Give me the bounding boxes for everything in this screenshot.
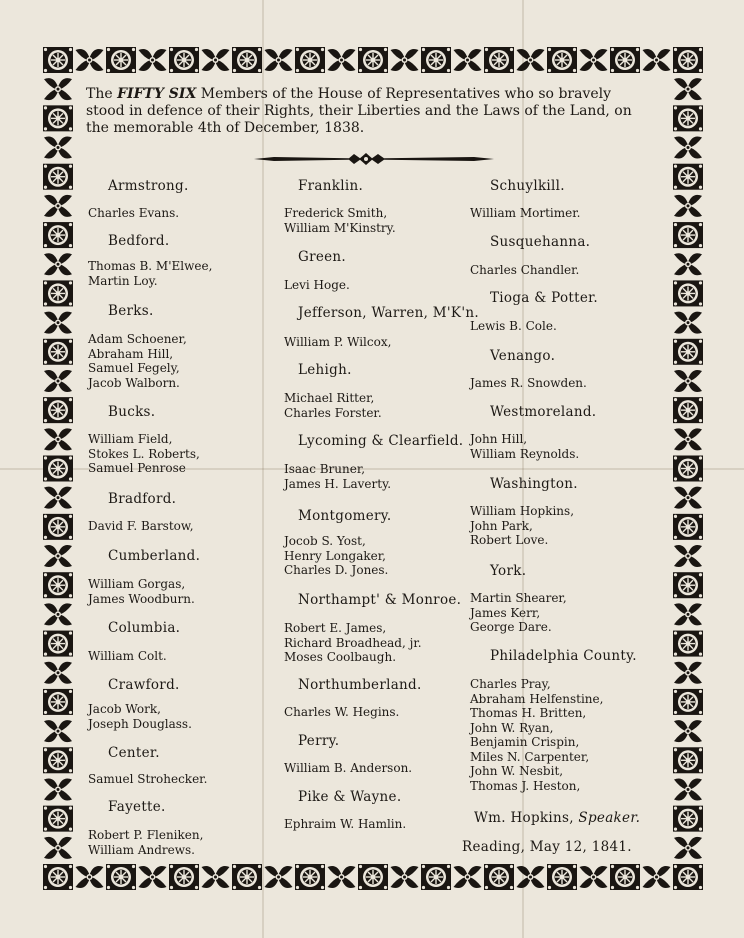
county-heading: Northampt' & Monroe. xyxy=(298,592,462,608)
member-name: William Reynolds. xyxy=(470,446,580,461)
border-rosette-ornament xyxy=(43,572,73,598)
border-rosette-ornament xyxy=(673,105,703,131)
border-rosette-ornament xyxy=(673,572,703,598)
border-leaf-ornament xyxy=(391,866,419,888)
border-rosette-ornament xyxy=(673,747,703,773)
border-rosette-ornament xyxy=(43,339,73,365)
speaker-name: Wm. Hopkins, xyxy=(474,810,574,826)
member-name: Martin Shearer, xyxy=(470,591,567,605)
member-name: Jocob S. Yost, xyxy=(284,534,366,548)
member-name: George Dare. xyxy=(470,620,552,634)
county-heading: Montgomery. xyxy=(298,508,392,524)
border-leaf-ornament xyxy=(517,866,545,888)
member-name: James Woodburn. xyxy=(88,591,195,606)
border-rosette-ornament xyxy=(610,47,640,73)
member-name: Charles Pray, xyxy=(470,677,551,691)
member-name: Stokes L. Roberts, xyxy=(88,446,200,461)
border-leaf-ornament xyxy=(674,78,702,100)
county-heading: Perry. xyxy=(298,733,340,749)
border-rosette-ornament xyxy=(43,397,73,423)
border-rosette-ornament xyxy=(673,689,703,715)
border-leaf-ornament xyxy=(44,720,72,742)
member-name: Thomas B. M'Elwee, xyxy=(88,259,213,273)
border-rosette-ornament xyxy=(232,864,262,890)
member-name: Jacob Work, xyxy=(88,702,161,716)
border-rosette-ornament xyxy=(673,164,703,190)
county-heading: Lehigh. xyxy=(298,362,352,378)
border-leaf-ornament xyxy=(328,866,356,888)
county-heading: Berks. xyxy=(108,303,154,319)
member-name: Martin Loy. xyxy=(88,273,158,288)
member-name: William B. Anderson. xyxy=(284,761,413,775)
border-leaf-ornament xyxy=(265,49,293,71)
border-leaf-ornament xyxy=(265,866,293,888)
county-heading: Lycoming & Clearfield. xyxy=(298,433,464,449)
member-name: William P. Wilcox, xyxy=(284,335,392,349)
border-leaf-ornament xyxy=(44,545,72,567)
member-name: Jacob Walborn. xyxy=(88,375,180,390)
border-leaf-ornament xyxy=(674,428,702,450)
member-name: Charles W. Hegins. xyxy=(284,705,400,719)
border-rosette-ornament xyxy=(421,864,451,890)
border-leaf-ornament xyxy=(674,603,702,625)
border-rosette-ornament xyxy=(43,689,73,715)
county-heading: Northumberland. xyxy=(298,677,422,693)
border-leaf-ornament xyxy=(674,312,702,334)
border-leaf-ornament xyxy=(643,49,671,71)
border-rosette-ornament xyxy=(106,47,136,73)
member-name: Lewis B. Cole. xyxy=(470,319,557,333)
county-heading: York. xyxy=(490,563,527,579)
member-name: Thomas J. Heston, xyxy=(470,778,581,793)
member-name: Isaac Bruner, xyxy=(284,462,366,476)
broadside-heading xyxy=(86,86,676,137)
member-name: Robert E. James, xyxy=(284,621,387,635)
border-leaf-ornament xyxy=(674,253,702,275)
border-rosette-ornament xyxy=(673,806,703,832)
member-name: Robert P. Fleniken, xyxy=(88,828,204,842)
border-leaf-ornament xyxy=(328,49,356,71)
border-rosette-ornament xyxy=(43,105,73,131)
border-rosette-ornament xyxy=(484,47,514,73)
member-name: James Kerr, xyxy=(470,605,541,620)
border-rosette-ornament xyxy=(547,864,577,890)
border-leaf-ornament xyxy=(44,137,72,159)
border-leaf-ornament xyxy=(391,49,419,71)
border-leaf-ornament xyxy=(202,49,230,71)
border-rosette-ornament xyxy=(43,280,73,306)
member-name: Miles N. Carpenter, xyxy=(470,749,590,764)
border-rosette-ornament xyxy=(43,222,73,248)
border-leaf-ornament xyxy=(674,195,702,217)
border-rosette-ornament xyxy=(43,864,73,890)
member-name: William Mortimer. xyxy=(470,206,581,220)
border-leaf-ornament xyxy=(44,195,72,217)
member-name: Frederick Smith, xyxy=(284,206,388,220)
county-heading: Franklin. xyxy=(298,178,364,194)
county-heading: Washington. xyxy=(490,476,578,492)
member-name: Thomas H. Britten, xyxy=(470,706,587,720)
border-leaf-ornament xyxy=(517,49,545,71)
border-rosette-ornament xyxy=(673,339,703,365)
border-rosette-ornament xyxy=(43,806,73,832)
member-name: Charles Chandler. xyxy=(470,263,580,277)
member-name: Michael Ritter, xyxy=(284,391,375,405)
county-heading: Green. xyxy=(298,249,347,265)
county-heading: Westmoreland. xyxy=(490,404,597,420)
county-heading: Fayette. xyxy=(108,799,166,815)
border-leaf-ornament xyxy=(44,662,72,684)
border-leaf-ornament xyxy=(44,837,72,859)
border-leaf-ornament xyxy=(674,487,702,509)
border-rosette-ornament xyxy=(673,631,703,657)
border-rosette-ornament xyxy=(484,864,514,890)
border-leaf-ornament xyxy=(139,866,167,888)
border-rosette-ornament xyxy=(43,514,73,540)
county-heading: Armstrong. xyxy=(108,178,189,194)
member-name: John Hill, xyxy=(470,432,528,446)
border-rosette-ornament xyxy=(673,47,703,73)
county-heading: Schuylkill. xyxy=(490,178,565,194)
member-name: Robert Love. xyxy=(470,533,549,547)
member-name: William Hopkins, xyxy=(470,504,575,518)
county-heading: Pike & Wayne. xyxy=(298,789,402,805)
member-name: Abraham Hill, xyxy=(88,346,174,361)
border-rosette-ornament xyxy=(232,47,262,73)
border-leaf-ornament xyxy=(44,253,72,275)
heading-line-1-rest: Members of the House of Representatives who so bravely xyxy=(200,86,612,102)
member-name: John W. Ryan, xyxy=(470,720,554,735)
member-name: James H. Laverty. xyxy=(284,476,392,491)
border-rosette-ornament xyxy=(106,864,136,890)
border-rosette-ornament xyxy=(421,47,451,73)
member-name: Moses Coolbaugh. xyxy=(284,650,397,664)
border-rosette-ornament xyxy=(169,47,199,73)
border-leaf-ornament xyxy=(674,720,702,742)
border-rosette-ornament xyxy=(295,864,325,890)
heading-line-2: stood in defence of their Rights, their Liberties and the Laws of the Land, on xyxy=(86,103,632,119)
border-leaf-ornament xyxy=(454,49,482,71)
heading-line-1 xyxy=(86,86,676,103)
border-rosette-ornament xyxy=(43,631,73,657)
county-heading: Jefferson, Warren, M'K'n. xyxy=(298,305,479,321)
border-leaf-ornament xyxy=(674,137,702,159)
border-rosette-ornament xyxy=(43,47,73,73)
county-heading: Bradford. xyxy=(108,491,177,507)
member-name: John W. Nesbit, xyxy=(470,764,564,778)
dateline: Reading, May 12, 1841. xyxy=(462,839,632,855)
county-heading: Philadelphia County. xyxy=(490,648,637,664)
member-name: James R. Snowden. xyxy=(470,376,587,390)
border-rosette-ornament xyxy=(673,397,703,423)
border-leaf-ornament xyxy=(44,78,72,100)
border-leaf-ornament xyxy=(44,603,72,625)
heading-line-3: the memorable 4th of December, 1838. xyxy=(86,120,365,136)
border-rosette-ornament xyxy=(169,864,199,890)
border-leaf-ornament xyxy=(674,545,702,567)
border-leaf-ornament xyxy=(674,662,702,684)
member-name: William Colt. xyxy=(88,649,167,663)
heading-emphasis: FIFTY SIX xyxy=(117,86,197,102)
member-name: Samuel Penrose xyxy=(88,461,186,475)
border-rosette-ornament xyxy=(358,864,388,890)
border-leaf-ornament xyxy=(44,312,72,334)
border-rosette-ornament xyxy=(610,864,640,890)
county-heading: Tioga & Potter. xyxy=(490,290,599,306)
border-leaf-ornament xyxy=(674,778,702,800)
border-rosette-ornament xyxy=(547,47,577,73)
border-leaf-ornament xyxy=(44,370,72,392)
member-name: John Park, xyxy=(470,518,533,533)
border-leaf-ornament xyxy=(139,49,167,71)
member-name: Adam Schoener, xyxy=(88,332,187,346)
member-name: William Field, xyxy=(88,432,173,446)
member-name: Charles D. Jones. xyxy=(284,563,389,577)
border-rosette-ornament xyxy=(673,222,703,248)
county-heading: Susquehanna. xyxy=(490,234,591,250)
member-name: Charles Forster. xyxy=(284,405,382,420)
county-heading: Cumberland. xyxy=(108,548,201,564)
member-name: William M'Kinstry. xyxy=(284,220,396,235)
county-heading: Columbia. xyxy=(108,620,181,636)
border-leaf-ornament xyxy=(643,866,671,888)
member-name: Henry Longaker, xyxy=(284,548,386,563)
border-leaf-ornament xyxy=(454,866,482,888)
border-rosette-ornament xyxy=(673,456,703,482)
member-name: Ephraim W. Hamlin. xyxy=(284,817,407,831)
border-leaf-ornament xyxy=(580,866,608,888)
county-heading: Center. xyxy=(108,745,160,761)
border-leaf-ornament xyxy=(580,49,608,71)
border-rosette-ornament xyxy=(43,456,73,482)
border-rosette-ornament xyxy=(43,747,73,773)
member-name: Abraham Helfenstine, xyxy=(470,691,604,706)
border-rosette-ornament xyxy=(358,47,388,73)
member-name: William Andrews. xyxy=(88,842,195,857)
county-heading: Crawford. xyxy=(108,677,180,693)
county-heading: Bucks. xyxy=(108,404,156,420)
member-name: Samuel Fegely, xyxy=(88,361,180,375)
border-leaf-ornament xyxy=(202,866,230,888)
member-name: David F. Barstow, xyxy=(88,519,194,533)
county-heading: Bedford. xyxy=(108,233,170,249)
member-name: Richard Broadhead, jr. xyxy=(284,635,422,650)
decorative-rule xyxy=(254,150,494,168)
border-leaf-ornament xyxy=(76,49,104,71)
member-name: William Gorgas, xyxy=(88,577,186,591)
border-leaf-ornament xyxy=(76,866,104,888)
speaker-title: Speaker. xyxy=(578,810,641,826)
border-leaf-ornament xyxy=(674,370,702,392)
border-rosette-ornament xyxy=(43,164,73,190)
member-name: Levi Hoge. xyxy=(284,278,350,292)
border-rosette-ornament xyxy=(295,47,325,73)
border-leaf-ornament xyxy=(674,837,702,859)
member-name: Charles Evans. xyxy=(88,206,180,220)
speaker-signature xyxy=(474,810,640,826)
county-heading: Venango. xyxy=(490,348,556,364)
heading-prefix: The xyxy=(86,86,113,102)
member-name: Benjamin Crispin, xyxy=(470,735,580,749)
border-rosette-ornament xyxy=(673,280,703,306)
member-name: Samuel Strohecker. xyxy=(88,772,208,786)
border-leaf-ornament xyxy=(44,487,72,509)
member-name: Joseph Douglass. xyxy=(88,716,192,731)
border-rosette-ornament xyxy=(673,514,703,540)
border-leaf-ornament xyxy=(44,778,72,800)
border-leaf-ornament xyxy=(44,428,72,450)
border-rosette-ornament xyxy=(673,864,703,890)
